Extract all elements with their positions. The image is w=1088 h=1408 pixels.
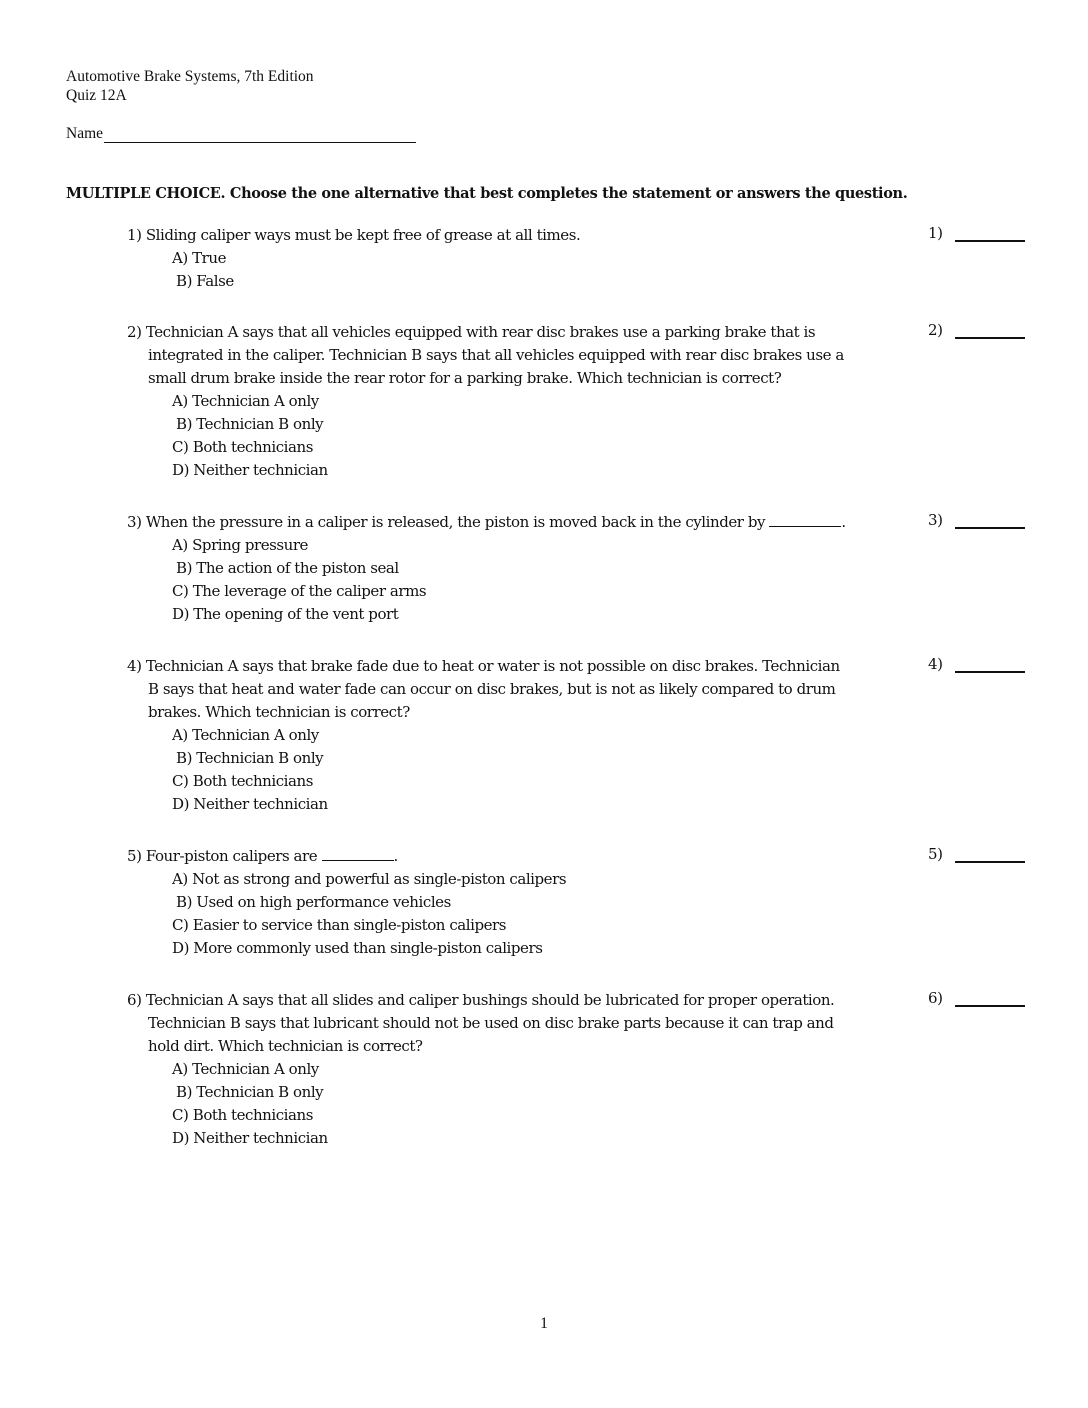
question-text-line: brakes. Which technician is correct? [148, 703, 410, 721]
choice-a[interactable]: A) Not as strong and powerful as single-piston calipers [172, 870, 567, 888]
answer-choices [172, 390, 1067, 482]
answer-blank[interactable] [955, 991, 1025, 1007]
question-text-line: hold dirt. Which technician is correct? [148, 1037, 423, 1055]
answer-blank[interactable] [955, 513, 1025, 529]
question-stem [127, 321, 897, 344]
question-number: 2) [127, 323, 142, 341]
question-text-line: Technician A says that all vehicles equipped with rear disc brakes use a parking brake that is [145, 323, 816, 341]
page-number: 1 [540, 1315, 548, 1332]
answer-number: 5) [928, 845, 943, 863]
fill-in-blank [322, 846, 394, 861]
question-text-line: Technician B says that lubricant should not be used on disc brake parts because it can trap and [148, 1014, 834, 1032]
choice-a[interactable]: A) True [172, 249, 227, 267]
document-header [66, 67, 314, 105]
answer-blank[interactable] [955, 226, 1025, 242]
answer-number: 1) [928, 224, 943, 242]
question-text-line: Technician A says that all slides and caliper bushings should be lubricated for proper operation. [145, 991, 835, 1009]
name-field-row [66, 125, 416, 143]
question-number: 4) [127, 657, 142, 675]
question-text-line: Technician A says that brake fade due to heat or water is not possible on disc brakes. Technician [145, 657, 840, 675]
question-text-line: When the pressure in a caliper is released, the piston is moved back in the cylinder by [145, 513, 765, 531]
answer-slot [928, 224, 1025, 242]
answer-choices [172, 868, 1067, 960]
section-instructions: MULTIPLE CHOICE. Choose the one alternative that best completes the statement or answers the question. [66, 185, 908, 202]
question-4 [127, 655, 1067, 816]
question-3 [127, 511, 1067, 626]
choice-d[interactable]: D) The opening of the vent port [172, 605, 399, 623]
question-stem [127, 845, 897, 868]
question-text-line: small drum brake inside the rear rotor for a parking brake. Which technician is correct? [148, 369, 782, 387]
answer-number: 6) [928, 989, 943, 1007]
answer-choices [172, 724, 1067, 816]
choice-d[interactable]: D) Neither technician [172, 795, 328, 813]
choice-c[interactable]: C) Both technicians [172, 772, 313, 790]
answer-slot [928, 511, 1025, 529]
choice-a[interactable]: A) Spring pressure [172, 536, 308, 554]
answer-slot [928, 655, 1025, 673]
choice-c[interactable]: C) Both technicians [172, 438, 313, 456]
choice-c[interactable]: C) Easier to service than single-piston calipers [172, 916, 507, 934]
choice-d[interactable]: D) Neither technician [172, 1129, 328, 1147]
question-6 [127, 989, 1067, 1150]
choice-a[interactable]: A) Technician A only [172, 392, 319, 410]
answer-choices [172, 247, 1067, 293]
book-title: Automotive Brake Systems, 7th Edition [66, 68, 314, 85]
question-text-line: B says that heat and water fade can occur on disc brakes, but is not as likely compared to drum [148, 680, 836, 698]
question-number: 6) [127, 991, 142, 1009]
choice-b[interactable]: B) Technician B only [176, 1083, 324, 1101]
choice-b[interactable]: B) Used on high performance vehicles [176, 893, 451, 911]
answer-blank[interactable] [955, 323, 1025, 339]
choice-a[interactable]: A) Technician A only [172, 726, 319, 744]
answer-blank[interactable] [955, 657, 1025, 673]
question-stem [127, 224, 897, 247]
question-text-line: integrated in the caliper. Technician B says that all vehicles equipped with rear disc brakes use a [148, 346, 844, 364]
choice-d[interactable]: D) Neither technician [172, 461, 328, 479]
answer-slot [928, 321, 1025, 339]
answer-number: 2) [928, 321, 943, 339]
question-5 [127, 845, 1067, 960]
question-text-line: Four-piston calipers are [145, 847, 318, 865]
answer-choices [172, 534, 1067, 626]
answer-slot [928, 845, 1025, 863]
choice-b[interactable]: B) False [176, 272, 234, 290]
question-text-suffix: . [393, 847, 398, 865]
question-text-line: Sliding caliper ways must be kept free of grease at all times. [145, 226, 581, 244]
choice-b[interactable]: B) Technician B only [176, 749, 324, 767]
name-blank-line[interactable] [104, 126, 416, 143]
choice-c[interactable]: C) The leverage of the caliper arms [172, 582, 427, 600]
choice-b[interactable]: B) Technician B only [176, 415, 324, 433]
choice-a[interactable]: A) Technician A only [172, 1060, 319, 1078]
question-number: 1) [127, 226, 142, 244]
quiz-title: Quiz 12A [66, 87, 127, 104]
name-label: Name [66, 125, 104, 142]
choice-c[interactable]: C) Both technicians [172, 1106, 313, 1124]
question-number: 3) [127, 513, 142, 531]
fill-in-blank [769, 512, 841, 527]
answer-blank[interactable] [955, 847, 1025, 863]
question-stem [127, 989, 897, 1012]
answer-slot [928, 989, 1025, 1007]
question-1 [127, 224, 1067, 293]
question-number: 5) [127, 847, 142, 865]
answer-number: 3) [928, 511, 943, 529]
answer-choices [172, 1058, 1067, 1150]
question-text-suffix: . [841, 513, 846, 531]
question-2 [127, 321, 1067, 482]
choice-b[interactable]: B) The action of the piston seal [176, 559, 399, 577]
question-stem [127, 655, 897, 678]
answer-number: 4) [928, 655, 943, 673]
choice-d[interactable]: D) More commonly used than single-piston calipers [172, 939, 543, 957]
question-stem [127, 511, 897, 534]
